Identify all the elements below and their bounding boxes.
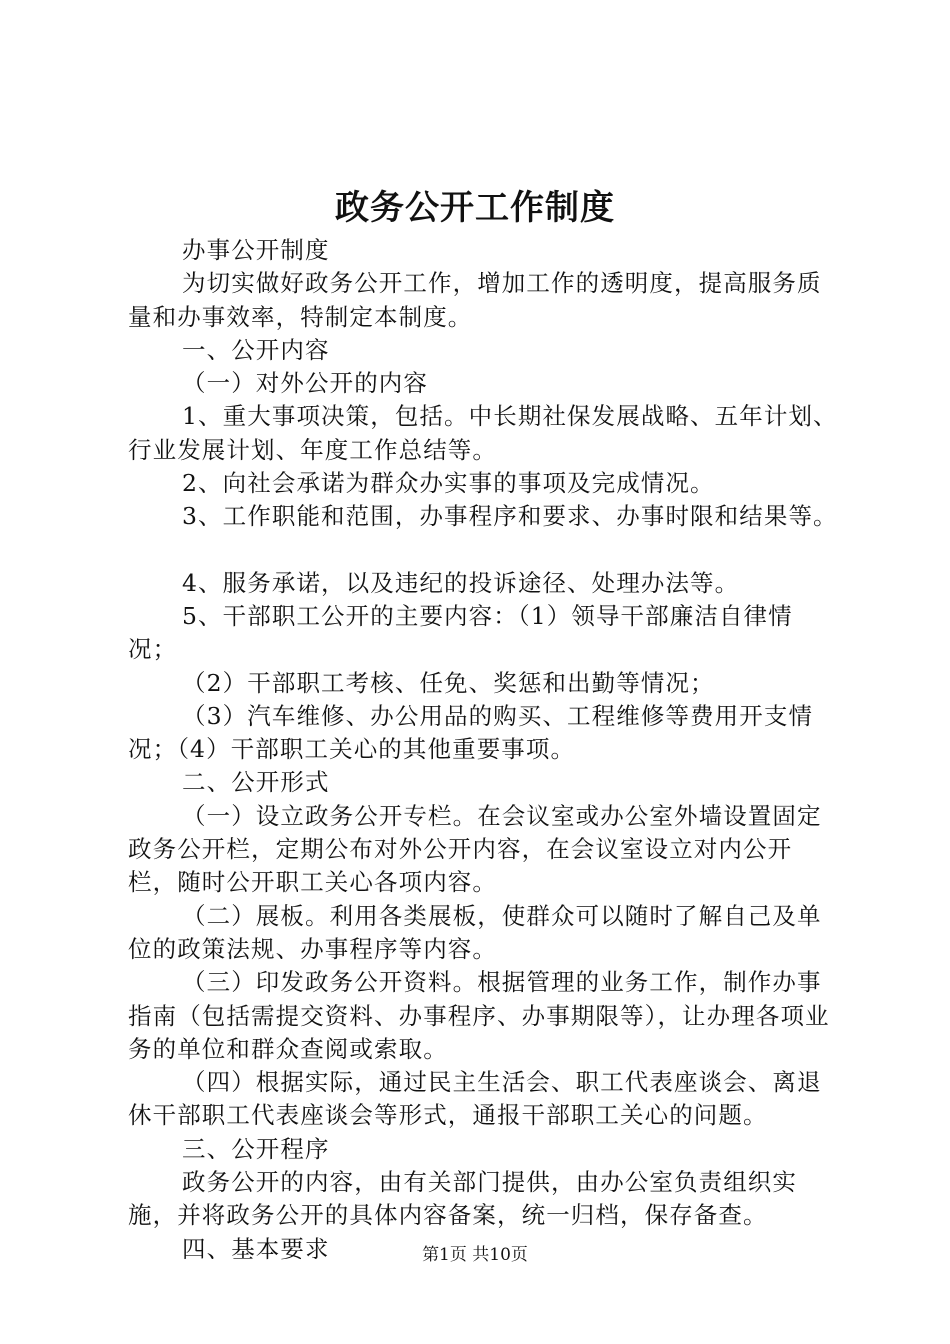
document-title: 政务公开工作制度 <box>335 188 615 228</box>
paragraph-item-5-2: （2）干部职工考核、任免、奖惩和出勤等情况； <box>182 668 715 697</box>
paragraph-form-3: （三）印发政务公开资料。根据管理的业务工作，制作办事指南（包括需提交资料、办事程序、办事期限等），让办理各项业务的单位和群众查阅或索取。 <box>128 968 830 1063</box>
paragraph-item-5-3: （3）汽车维修、办公用品的购买、工程维修等费用开支情况；（4）干部职工关心的其他重要事项。 <box>128 701 814 764</box>
paragraph-form-1: （一）设立政务公开专栏。在会议室或办公室外墙设置固定政务公开栏，定期公布对外公开内容，在会议室设立对内公开栏，随时公开职工关心各项内容。 <box>128 801 822 897</box>
document-body <box>128 234 840 1266</box>
section-heading-2: 二、公开形式 <box>182 768 330 797</box>
paragraph-item-4: 4、服务承诺，以及违纪的投诉途径、处理办法等。 <box>182 568 740 597</box>
paragraph-1: 办事公开制度 <box>182 236 330 264</box>
subsection-heading-1: （一）对外公开的内容 <box>182 369 428 398</box>
paragraph-2: 为切实做好政务公开工作，增加工作的透明度，提高服务质量和办事效率，特制定本制度。 <box>128 269 822 331</box>
section-heading-4: 四、基本要求 <box>182 1234 330 1263</box>
paragraph-item-1: 1、重大事项决策，包括。中长期社保发展战略、五年计划、行业发展计划、年度工作总结等。 <box>128 402 838 464</box>
section-heading-3: 三、公开程序 <box>182 1134 330 1163</box>
paragraph-item-2: 2、向社会承诺为群众办实事的事项及完成情况。 <box>182 469 715 498</box>
paragraph-item-5: 5、干部职工公开的主要内容：（1）领导干部廉洁自律情况； <box>128 601 793 664</box>
paragraph-form-4: （四）根据实际，通过民主生活会、职工代表座谈会、离退休干部职工代表座谈会等形式，通报干部职工关心的问题。 <box>128 1068 822 1130</box>
paragraph-item-3: 3、工作职能和范围，办事程序和要求、办事时限和结果等。 <box>182 502 838 531</box>
page-footer: 第1页 共10页 <box>422 1245 528 1265</box>
paragraph-form-2: （二）展板。利用各类展板，使群众可以随时了解自己及单位的政策法规、办事程序等内容。 <box>128 901 822 963</box>
section-heading-1: 一、公开内容 <box>182 335 330 364</box>
paragraph-procedure: 政务公开的内容，由有关部门提供，由办公室负责组织实施，并将政务公开的具体内容备案，统一归档，保存备查。 <box>128 1168 797 1230</box>
